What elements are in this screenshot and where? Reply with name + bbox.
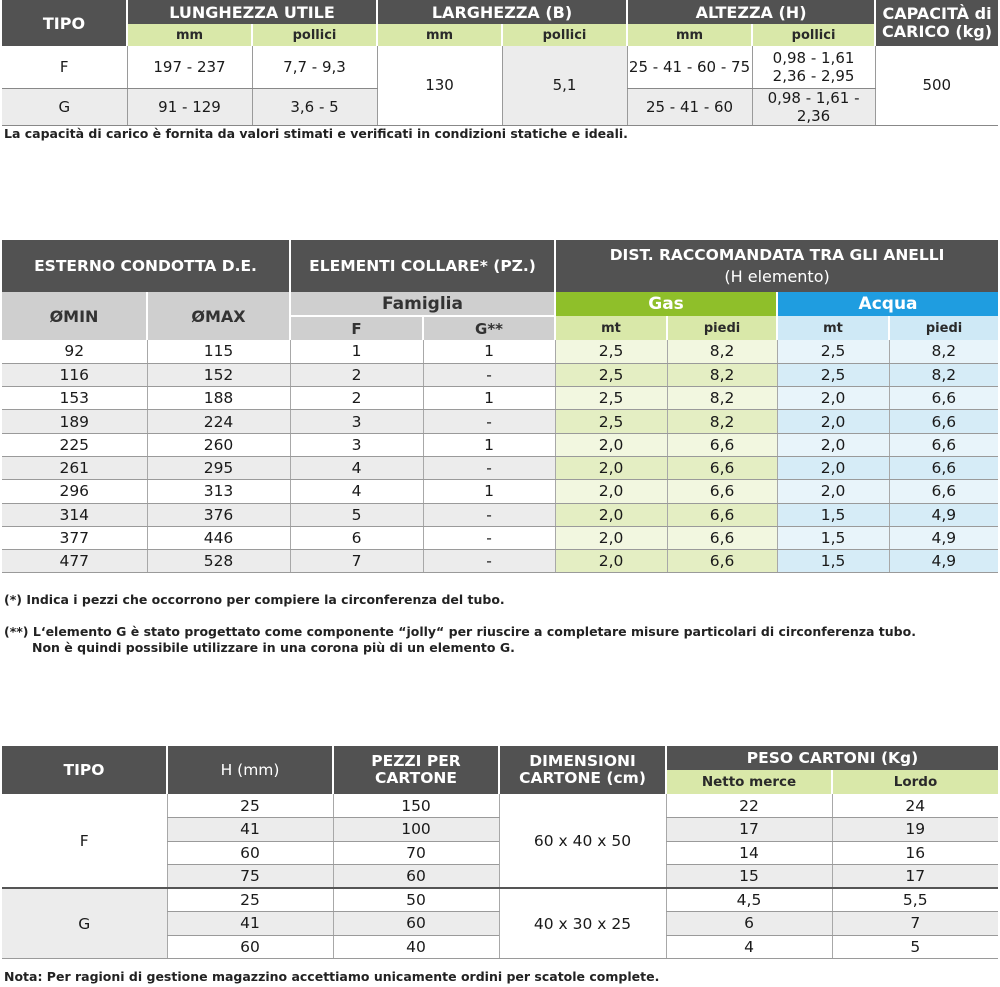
table-row (2, 340, 998, 363)
cell-acqua-mt: 1,5 (777, 526, 889, 549)
header-distanza (555, 240, 998, 292)
cell-lordo: 5 (832, 935, 998, 959)
cell-netto: 22 (666, 794, 832, 818)
cell-min: 189 (2, 410, 147, 433)
cell-h: 75 (167, 865, 333, 889)
cell-acqua-mt: 2,0 (777, 410, 889, 433)
header-elementi: ELEMENTI COLLARE* (PZ.) (290, 240, 555, 292)
cell-famiglia-g: 1 (423, 480, 555, 503)
cell-famiglia-f: 5 (290, 503, 423, 526)
cell-h: 60 (167, 935, 333, 959)
header-min: ØMIN (2, 292, 147, 340)
cell-netto: 15 (666, 865, 832, 889)
cell-lunghezza-pollici: 3,6 - 5 (252, 88, 377, 125)
header-h: H (mm) (167, 746, 333, 794)
cell-acqua-piedi: 8,2 (889, 363, 998, 386)
collar-elements-table (2, 240, 998, 573)
table-row (2, 410, 998, 433)
table-row (2, 550, 998, 573)
cell-famiglia-f: 3 (290, 410, 423, 433)
cell-famiglia-g: - (423, 526, 555, 549)
header-gas-mt: mt (555, 316, 667, 340)
table3-note: Nota: Per ragioni di gestione magazzino accettiamo unicamente ordini per scatole complete. (4, 969, 660, 984)
cell-famiglia-f: 6 (290, 526, 423, 549)
cell-acqua-mt: 2,0 (777, 456, 889, 479)
cell-tipo: G (2, 88, 127, 125)
header-pezzi (333, 746, 499, 794)
cell-gas-mt: 2,0 (555, 526, 667, 549)
cell-famiglia-f: 2 (290, 387, 423, 410)
header-tipo: TIPO (2, 746, 167, 794)
header-max: ØMAX (147, 292, 290, 340)
cell-altezza-mm: 25 - 41 - 60 - 75 (627, 46, 752, 88)
cell-gas-mt: 2,5 (555, 387, 667, 410)
header-peso: PESO CARTONI (Kg) (666, 746, 998, 770)
subheader-pollici: pollici (502, 24, 627, 46)
cell-gas-mt: 2,0 (555, 456, 667, 479)
cell-h: 60 (167, 841, 333, 865)
cell-netto: 4,5 (666, 888, 832, 912)
header-netto: Netto merce (666, 770, 832, 794)
cell-max: 188 (147, 387, 290, 410)
cell-famiglia-g: 1 (423, 340, 555, 363)
cell-gas-piedi: 6,6 (667, 480, 777, 503)
cell-famiglia-g: - (423, 456, 555, 479)
cell-gas-mt: 2,5 (555, 340, 667, 363)
header-famiglia-g: G** (423, 316, 555, 340)
cell-dimensioni: 60 x 40 x 50 (499, 794, 666, 888)
cell-min: 377 (2, 526, 147, 549)
cell-lordo: 19 (832, 818, 998, 842)
cell-lunghezza-pollici: 7,7 - 9,3 (252, 46, 377, 88)
cell-famiglia-g: 1 (423, 433, 555, 456)
header-tipo: TIPO (2, 0, 127, 46)
cell-capacita: 500 (875, 46, 998, 125)
cell-max: 313 (147, 480, 290, 503)
cell-min: 92 (2, 340, 147, 363)
cell-pezzi: 50 (333, 888, 499, 912)
cell-acqua-piedi: 6,6 (889, 410, 998, 433)
cell-gas-piedi: 8,2 (667, 387, 777, 410)
header-larghezza: LARGHEZZA (B) (377, 0, 627, 24)
cell-dimensioni: 40 x 30 x 25 (499, 888, 666, 959)
cell-altezza-pollici (752, 46, 875, 88)
cell-altezza-pollici: 0,98 - 1,61 - 2,36 (752, 88, 875, 125)
table-row (2, 480, 998, 503)
cell-acqua-mt: 2,5 (777, 363, 889, 386)
table-row (2, 456, 998, 479)
cell-lordo: 5,5 (832, 888, 998, 912)
cell-famiglia-f: 2 (290, 363, 423, 386)
cell-max: 224 (147, 410, 290, 433)
cell-netto: 17 (666, 818, 832, 842)
cell-gas-piedi: 6,6 (667, 433, 777, 456)
cell-h: 25 (167, 794, 333, 818)
cell-min: 116 (2, 363, 147, 386)
cell-gas-piedi: 8,2 (667, 340, 777, 363)
cell-lunghezza-mm: 197 - 237 (127, 46, 252, 88)
cell-pezzi: 40 (333, 935, 499, 959)
header-dimensioni-line1: DIMENSIONI (529, 752, 636, 770)
cell-altezza-pollici-line2: 2,36 - 2,95 (772, 66, 855, 85)
table-row (2, 794, 998, 818)
cell-altezza-mm: 25 - 41 - 60 (627, 88, 752, 125)
cell-min: 261 (2, 456, 147, 479)
header-acqua-mt: mt (777, 316, 889, 340)
table-row (2, 526, 998, 549)
cell-gas-mt: 2,0 (555, 550, 667, 573)
table-row (2, 363, 998, 386)
cell-gas-piedi: 6,6 (667, 526, 777, 549)
cell-pezzi: 60 (333, 912, 499, 936)
cell-acqua-piedi: 6,6 (889, 456, 998, 479)
cell-lordo: 7 (832, 912, 998, 936)
cell-famiglia-f: 3 (290, 433, 423, 456)
cell-famiglia-f: 7 (290, 550, 423, 573)
subheader-pollici: pollici (752, 24, 875, 46)
table-row (2, 888, 998, 912)
cell-max: 376 (147, 503, 290, 526)
cell-h: 25 (167, 888, 333, 912)
cell-acqua-piedi: 8,2 (889, 340, 998, 363)
cell-min: 225 (2, 433, 147, 456)
cell-larghezza-mm: 130 (377, 46, 502, 125)
table-row (2, 503, 998, 526)
cell-max: 528 (147, 550, 290, 573)
cell-min: 314 (2, 503, 147, 526)
cell-famiglia-f: 1 (290, 340, 423, 363)
cell-acqua-mt: 1,5 (777, 503, 889, 526)
subheader-pollici: pollici (252, 24, 377, 46)
cell-max: 446 (147, 526, 290, 549)
header-dimensioni-line2: CARTONE (cm) (519, 769, 646, 787)
cell-gas-piedi: 6,6 (667, 550, 777, 573)
cell-acqua-mt: 2,5 (777, 340, 889, 363)
cell-famiglia-f: 4 (290, 480, 423, 503)
subheader-mm: mm (627, 24, 752, 46)
cell-acqua-piedi: 4,9 (889, 526, 998, 549)
cell-netto: 6 (666, 912, 832, 936)
cell-acqua-piedi: 4,9 (889, 550, 998, 573)
cell-netto: 4 (666, 935, 832, 959)
cell-min: 153 (2, 387, 147, 410)
header-dimensioni (499, 746, 666, 794)
cell-lordo: 24 (832, 794, 998, 818)
cell-max: 152 (147, 363, 290, 386)
cell-lordo: 16 (832, 841, 998, 865)
cell-acqua-piedi: 4,9 (889, 503, 998, 526)
cell-acqua-piedi: 6,6 (889, 433, 998, 456)
cell-pezzi: 150 (333, 794, 499, 818)
cell-famiglia-g: - (423, 410, 555, 433)
header-famiglia: Famiglia (290, 292, 555, 316)
cell-pezzi: 60 (333, 865, 499, 889)
cell-acqua-mt: 1,5 (777, 550, 889, 573)
header-acqua: Acqua (777, 292, 998, 316)
cell-acqua-mt: 2,0 (777, 387, 889, 410)
cell-min: 296 (2, 480, 147, 503)
cell-gas-mt: 2,5 (555, 410, 667, 433)
header-gas: Gas (555, 292, 777, 316)
cell-gas-piedi: 6,6 (667, 456, 777, 479)
cell-gas-piedi: 8,2 (667, 363, 777, 386)
cell-max: 115 (147, 340, 290, 363)
header-esterno: ESTERNO CONDOTTA D.E. (2, 240, 290, 292)
table1-note: La capacità di carico è fornita da valori stimati e verificati in condizioni statiche e ideali. (4, 126, 628, 141)
cell-netto: 14 (666, 841, 832, 865)
header-famiglia-f: F (290, 316, 423, 340)
cell-max: 295 (147, 456, 290, 479)
header-distanza-line2: (H elemento) (724, 267, 830, 286)
cell-gas-mt: 2,5 (555, 363, 667, 386)
packaging-table-body (2, 794, 998, 959)
cell-famiglia-g: 1 (423, 387, 555, 410)
header-lordo: Lordo (832, 770, 998, 794)
cell-min: 477 (2, 550, 147, 573)
cell-gas-mt: 2,0 (555, 480, 667, 503)
cell-tipo: G (2, 888, 167, 959)
collar-table-body (2, 340, 998, 573)
header-capacita (875, 0, 998, 46)
cell-pezzi: 70 (333, 841, 499, 865)
cell-tipo: F (2, 794, 167, 888)
table2-note-2-line1: (**) L‘elemento G è stato progettato come componente “jolly“ per riuscire a completare misure particolari di circonferenza tubo. (4, 624, 916, 639)
cell-tipo: F (2, 46, 127, 88)
cell-famiglia-g: - (423, 550, 555, 573)
table-row (2, 433, 998, 456)
subheader-mm: mm (377, 24, 502, 46)
cell-h: 41 (167, 912, 333, 936)
header-altezza: ALTEZZA (H) (627, 0, 875, 24)
table2-note-2-line2: Non è quindi possibile utilizzare in una corona più di un elemento G. (32, 640, 515, 655)
cell-famiglia-g: - (423, 363, 555, 386)
cell-gas-mt: 2,0 (555, 433, 667, 456)
header-gas-piedi: piedi (667, 316, 777, 340)
cell-acqua-piedi: 6,6 (889, 480, 998, 503)
packaging-table (2, 746, 998, 959)
header-distanza-line1: DIST. RACCOMANDATA TRA GLI ANELLI (609, 246, 945, 264)
dimensions-table (2, 0, 998, 126)
cell-pezzi: 100 (333, 818, 499, 842)
header-lunghezza: LUNGHEZZA UTILE (127, 0, 377, 24)
cell-acqua-mt: 2,0 (777, 480, 889, 503)
table-row (2, 387, 998, 410)
header-capacita-line1: CAPACITÀ di (882, 4, 992, 23)
cell-lordo: 17 (832, 865, 998, 889)
subheader-mm: mm (127, 24, 252, 46)
header-pezzi-line1: PEZZI PER (371, 752, 461, 770)
cell-lunghezza-mm: 91 - 129 (127, 88, 252, 125)
cell-h: 41 (167, 818, 333, 842)
cell-max: 260 (147, 433, 290, 456)
cell-gas-mt: 2,0 (555, 503, 667, 526)
header-capacita-line2: CARICO (kg) (882, 22, 993, 41)
cell-famiglia-g: - (423, 503, 555, 526)
cell-altezza-pollici-line1: 0,98 - 1,61 (772, 48, 855, 67)
cell-acqua-mt: 2,0 (777, 433, 889, 456)
header-pezzi-line2: CARTONE (375, 769, 457, 787)
cell-gas-piedi: 8,2 (667, 410, 777, 433)
table2-note-1: (*) Indica i pezzi che occorrono per compiere la circonferenza del tubo. (4, 592, 505, 607)
cell-larghezza-pollici: 5,1 (502, 46, 627, 125)
cell-acqua-piedi: 6,6 (889, 387, 998, 410)
header-acqua-piedi: piedi (889, 316, 998, 340)
cell-gas-piedi: 6,6 (667, 503, 777, 526)
cell-famiglia-f: 4 (290, 456, 423, 479)
